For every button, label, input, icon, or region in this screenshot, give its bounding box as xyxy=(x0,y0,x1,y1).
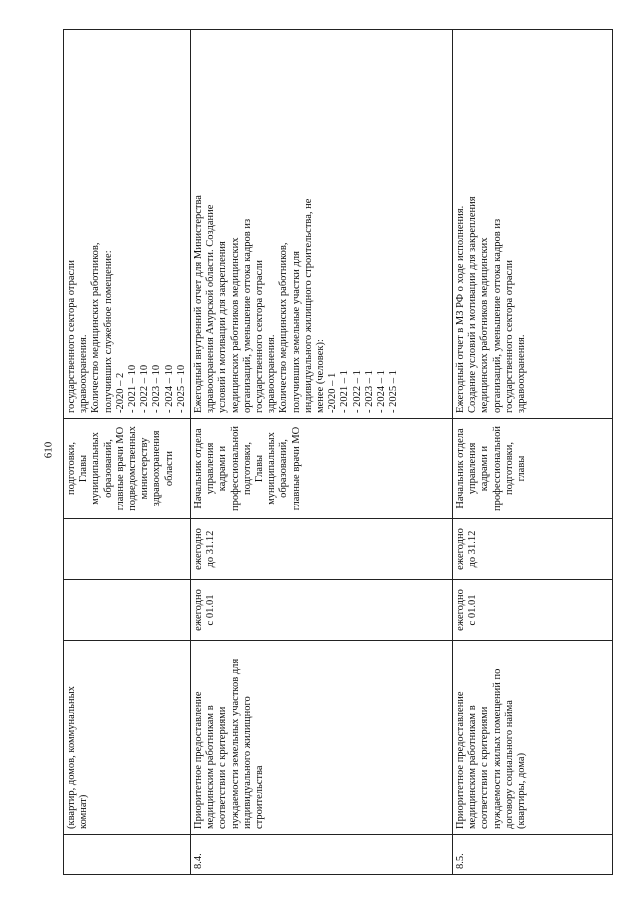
cell-text-line: кадрами и xyxy=(217,445,229,492)
cell-text-line: медицинских работников медицинских xyxy=(229,237,241,413)
cell-text-line: государственного сектора отрасли xyxy=(503,259,515,413)
cell-text-line: Начальник отдела xyxy=(193,428,205,509)
row-number-cell xyxy=(191,835,453,875)
cell-text-line: - 2023 – 10 xyxy=(151,364,163,413)
event-cell xyxy=(64,641,191,835)
cell-text-line: кадрами и xyxy=(479,445,491,492)
cell-text-line: - 2025 – 10 xyxy=(175,364,187,413)
cell-text-line: Ежегодный отчет в МЗ РФ о ходе исполнения. xyxy=(455,205,467,413)
cell-text-line: ежегодно xyxy=(455,589,467,631)
start-date-cell xyxy=(64,580,191,641)
result-cell xyxy=(191,30,453,419)
cell-text-line: медицинским работникам в xyxy=(205,705,217,829)
table-row xyxy=(191,30,453,875)
cell-text-line: главные врачи МО xyxy=(290,426,302,511)
end-date-cell xyxy=(453,519,613,580)
cell-text-line: Главы xyxy=(254,454,266,483)
cell-text-line: - 2023 – 1 xyxy=(363,370,375,413)
cell-text-line: подготовки, xyxy=(66,441,77,496)
cell-text-line: ежегодно xyxy=(193,589,205,631)
responsible-cell xyxy=(191,419,453,519)
plan-table-body xyxy=(64,30,613,875)
cell-text-line: образований, xyxy=(278,439,290,498)
cell-text-line: главы xyxy=(516,455,528,482)
cell-text-line: здравоохранения Амурской области. Создание xyxy=(205,204,217,413)
cell-text-line: до 31.12 xyxy=(205,530,217,568)
cell-text-line: - 2022 – 1 xyxy=(351,370,363,413)
cell-text-line: здравоохранения. xyxy=(516,334,528,413)
cell-text-line: комнат) xyxy=(78,794,90,829)
cell-text-line: медицинским работникам в xyxy=(467,705,479,829)
cell-text-line: Приоритетное предоставление xyxy=(193,691,205,829)
cell-text-line: здравоохранения. xyxy=(78,334,90,413)
cell-text-line: Количество медицинских работников, xyxy=(278,242,290,413)
cell-text-line: ежегодно xyxy=(193,528,205,570)
cell-text-line: нуждаемости земельных участков для xyxy=(229,658,241,829)
page-number: 610 xyxy=(42,441,55,459)
responsible-cell xyxy=(453,419,613,519)
cell-text-line: (квартир, домов, коммунальных xyxy=(66,686,77,829)
cell-text-line: - 2025 – 1 xyxy=(388,370,400,413)
event-cell xyxy=(453,641,613,835)
cell-text-line: организаций, уменьшение оттока кадров из xyxy=(491,218,503,413)
end-date-cell xyxy=(64,519,191,580)
cell-text-line: Количество медицинских работников, xyxy=(90,242,102,413)
cell-text-line: менее (человек): xyxy=(315,339,327,413)
cell-text-line: образований, xyxy=(102,439,114,498)
start-date-cell xyxy=(191,580,453,641)
cell-text-line: до 31.12 xyxy=(467,530,479,568)
cell-text-line: индивидуального жилищного строительства, не xyxy=(302,198,314,413)
cell-text-line: главные врачи МО xyxy=(114,426,126,511)
cell-text-line: области xyxy=(163,450,175,487)
cell-text: 8.4. xyxy=(193,853,205,869)
cell-text-line: - 2024 – 1 xyxy=(376,370,388,413)
responsible-cell xyxy=(64,419,191,519)
cell-text-line: - 2022 – 10 xyxy=(139,364,151,413)
cell-text: 8.5. xyxy=(455,853,467,869)
cell-text-line: Главы xyxy=(78,454,90,483)
cell-text-line: -2020 – 1 xyxy=(327,372,339,413)
cell-text-line: соответствии с критериями xyxy=(217,706,229,829)
cell-text-line: государственного сектора отрасли xyxy=(254,259,266,413)
row-number-cell xyxy=(453,835,613,875)
event-cell xyxy=(191,641,453,835)
plan-table xyxy=(63,29,613,875)
table-row xyxy=(453,30,613,875)
cell-text-line: индивидуального жилищного xyxy=(241,696,253,829)
cell-text-line: Приоритетное предоставление xyxy=(455,691,467,829)
end-date-cell xyxy=(191,519,453,580)
cell-text-line: Создание условий и мотивации для закрепления xyxy=(467,196,479,413)
result-cell xyxy=(64,30,191,419)
cell-text-line: соответствии с критериями xyxy=(479,706,491,829)
cell-text-line: муниципальных xyxy=(90,432,102,505)
cell-text-line: профессиональной xyxy=(491,426,503,511)
cell-text-line: здравоохранения. xyxy=(266,334,278,413)
table-row xyxy=(64,30,191,875)
cell-text-line: - 2021 – 10 xyxy=(127,364,139,413)
cell-text-line: подготовки, xyxy=(241,441,253,496)
cell-text-line: получивших земельные участки для xyxy=(290,251,302,413)
cell-text-line: получивших служебное помещение: xyxy=(102,250,114,413)
cell-text-line: - 2024 – 10 xyxy=(163,364,175,413)
cell-text-line: подготовки, xyxy=(503,441,515,496)
cell-text-line: нуждаемости жилых помещений по xyxy=(491,668,503,829)
cell-text-line: с 01.01 xyxy=(205,594,217,626)
cell-text-line: договору социального найма xyxy=(503,700,515,829)
cell-text-line: управления xyxy=(205,442,217,495)
cell-text-line: - 2021 – 1 xyxy=(339,370,351,413)
result-cell xyxy=(453,30,613,419)
cell-text-line: условий и мотивации для закрепления xyxy=(217,241,229,413)
row-number-cell xyxy=(64,835,191,875)
cell-text-line: (квартиры, дома) xyxy=(516,752,528,829)
cell-text-line: управления xyxy=(467,442,479,495)
cell-text-line: министерству xyxy=(139,437,151,500)
cell-text-line: Ежегодный внутренний отчет для Министерства xyxy=(193,195,205,413)
cell-text-line: ежегодно xyxy=(455,528,467,570)
cell-text-line: государственного сектора отрасли xyxy=(66,259,77,413)
cell-text-line: Начальник отдела xyxy=(455,428,467,509)
cell-text-line: подведомственных xyxy=(127,426,139,511)
cell-text-line: с 01.01 xyxy=(467,594,479,626)
cell-text-line: организаций, уменьшение оттока кадров из xyxy=(241,218,253,413)
cell-text-line: здравоохранения xyxy=(151,430,163,507)
cell-text-line: профессиональной xyxy=(229,426,241,511)
cell-text-line: строительства xyxy=(254,765,266,829)
cell-text-line: муниципальных xyxy=(266,432,278,505)
cell-text-line: медицинских работников медицинских xyxy=(479,237,491,413)
start-date-cell xyxy=(453,580,613,641)
cell-text-line: -2020 – 2 xyxy=(114,372,126,413)
